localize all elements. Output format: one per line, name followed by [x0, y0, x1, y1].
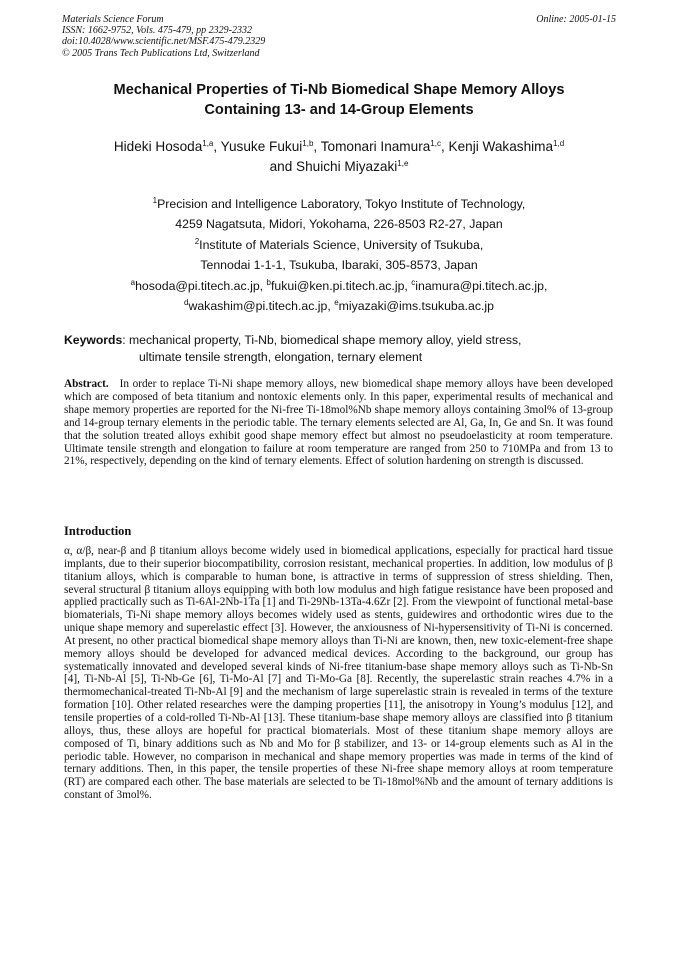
- email-link[interactable]: wakashim@pi.titech.ac.jp,: [188, 299, 335, 314]
- author-name: , Kenji Wakashima: [440, 139, 554, 154]
- email-mark: b: [266, 277, 271, 287]
- email-mark: a: [130, 277, 136, 287]
- email-link[interactable]: inamura@pi.titech.ac.jp,: [415, 278, 548, 293]
- doi-line: doi:10.4028/www.scientific.net/MSF.475-479.2329: [62, 36, 266, 48]
- abstract-text: In order to replace Ti-Ni shape memory alloys, new biomedical shape memory alloys have been developed which are composed of beta titanium and nontoxic elements only. In this paper, experimental results of mechanical and shape memory properties are reported for the Ni-free Ti-18mol%Nb shape memory alloys containing 3mol% of 13-group and 14-group ternary elements in the periodic table. The ternary elements selected are Al, Ga, In, Ge and Sn. It was found that the solution treated alloys exhibit good shape memory effect but almost no pseudoelasticity at room temperature. Ultimate tensile strength and elongation to failure at room temperature are ranged from 250 to 710MPa and from 13 to 21%, respectively, depending on the kind of ternary elements. Effect of solution hardening on strength is discussed.: [64, 378, 614, 468]
- author-affil-mark: 1,b: [302, 139, 314, 148]
- email-line-2: [62, 296, 616, 316]
- affiliation-1-address: 4259 Nagatsuta, Midori, Yokohama, 226-8503 R2-27, Japan: [175, 217, 503, 232]
- author-affil-mark: 1,d: [553, 139, 565, 148]
- abstract-block: [64, 378, 613, 468]
- email-link[interactable]: miyazaki@ims.tsukuba.ac.jp: [338, 299, 494, 314]
- affil-mark: 2: [194, 236, 200, 246]
- affiliation-2: [62, 235, 616, 255]
- keywords-block: [64, 332, 604, 365]
- journal-name: Materials Science Forum: [62, 14, 164, 25]
- issn-line: ISSN: 1662-9752, Vols. 475-479, pp 2329-2332: [62, 25, 252, 37]
- affil-mark: 1: [152, 196, 158, 205]
- affiliation-2-address: Tennodai 1-1-1, Tsukuba, Ibaraki, 305-8573, Japan: [200, 258, 478, 273]
- affiliations: [62, 194, 616, 316]
- email-line-1: [62, 276, 616, 296]
- author-line-1: [62, 137, 616, 157]
- author-affil-mark: 1,c: [430, 139, 441, 148]
- paper-title: [62, 80, 616, 120]
- author-line-2: [62, 157, 616, 177]
- abstract-label: Abstract.: [64, 378, 109, 390]
- journal-header: [62, 14, 616, 59]
- author-name: and Shuichi Miyazaki: [269, 159, 398, 174]
- online-date: Online: 2005-01-15: [536, 14, 616, 25]
- affil-text: Precision and Intelligence Laboratory, Tokyo Institute of Technology,: [157, 197, 526, 211]
- section-heading-introduction: Introduction: [64, 524, 132, 538]
- author-name: , Tomonari Inamura: [313, 139, 431, 154]
- email-link[interactable]: hosoda@pi.titech.ac.jp,: [135, 278, 267, 293]
- keywords-line-2: ultimate tensile strength, elongation, ternary element: [139, 349, 423, 364]
- author-affil-mark: 1,a: [202, 139, 214, 148]
- email-mark: c: [411, 277, 416, 287]
- author-name: , Yusuke Fukui: [213, 139, 303, 154]
- author-affil-mark: 1,e: [397, 159, 409, 168]
- author-list: [62, 137, 616, 177]
- email-mark: d: [184, 298, 189, 308]
- affiliation-1: [62, 194, 616, 214]
- author-name: Hideki Hosoda: [113, 139, 203, 154]
- keywords-label: Keywords: [64, 333, 123, 347]
- title-line-1: Mechanical Properties of Ti-Nb Biomedical Shape Memory Alloys: [113, 82, 565, 98]
- introduction-paragraph: α, α/β, near-β and β titanium alloys become widely used in biomedical applications, especially for practical hard tissue implants, due to their superior biocompatibility, corrosion resistant, mechanical properties. In addition, low modulus of β titanium alloys, which is comparable to human bone, is attractive in terms of suppression of stress shielding. Then, several structural β titanium alloys equipping with both low modulus and high fatigue resistance have been proposed and applied practically such as Ti-6Al-2Nb-1Ta [1] and Ti-29Nb-13Ta-4.6Zr [2]. From the viewpoint of functional metal-base biomaterials, Ti-Ni shape memory alloys becomes widely used as stents, guidewires and orthodontic wires due to the unique shape memory and superelastic effect [3]. However, the anxiousness of Ni-hypersensitivity of Ti-Ni is concerned. At present, no other practical biomedical shape memory alloys than Ti-Ni are known, then, new toxic-element-free shape memory alloys should be developed for advanced medical devices. According to the background, our group has systematically innovated and developed several kinds of Ni-free titanium-base shape memory alloys such as Ti-Nb-Sn [4], Ti-Nb-Al [5], Ti-Nb-Ge [6], Ti-Mo-Al [7] and Ti-Mo-Ga [8]. Recently, the superelastic strain reaches 4.7% in a thermomechanical-treated Ti-Nb-Al [9] and the mechanism of large superelastic strain is revealed in terms of the texture formation [10]. Other related researches were the damping properties [11], the anisotropy in Young’s modulus [12], and tensile properties of a cold-rolled Ti-Nb-Al [13]. These titanium-base shape memory alloys are classified into β titanium alloys, thus, these alloys are hopeful for practical biomaterials. Most of these titanium shape memory alloys are composed of Ti, binary additions such as Nb and Mo for β stabilizer, and 13- or 14-group elements such as Al in the periodic table. However, no comparison in mechanical and shape memory properties was made in terms of the kind of ternary additions. Then, in this paper, the tensile properties of these Ni-free shape memory alloys at room temperature (RT) are compared each other. The base materials are selected to be Ti-18mol%Nb and the amount of ternary additions is constant of 3mol%.: [64, 545, 613, 802]
- email-link[interactable]: fukui@ken.pi.titech.ac.jp,: [270, 278, 412, 293]
- copyright-line: © 2005 Trans Tech Publications Ltd, Switzerland: [62, 47, 260, 59]
- affil-text: Institute of Materials Science, University of Tsukuba,: [199, 237, 484, 252]
- title-line-2: Containing 13- and 14-Group Elements: [204, 102, 474, 118]
- email-mark: e: [334, 298, 339, 308]
- keywords-line-1: : mechanical property, Ti-Nb, biomedical shape memory alloy, yield stress,: [122, 333, 522, 347]
